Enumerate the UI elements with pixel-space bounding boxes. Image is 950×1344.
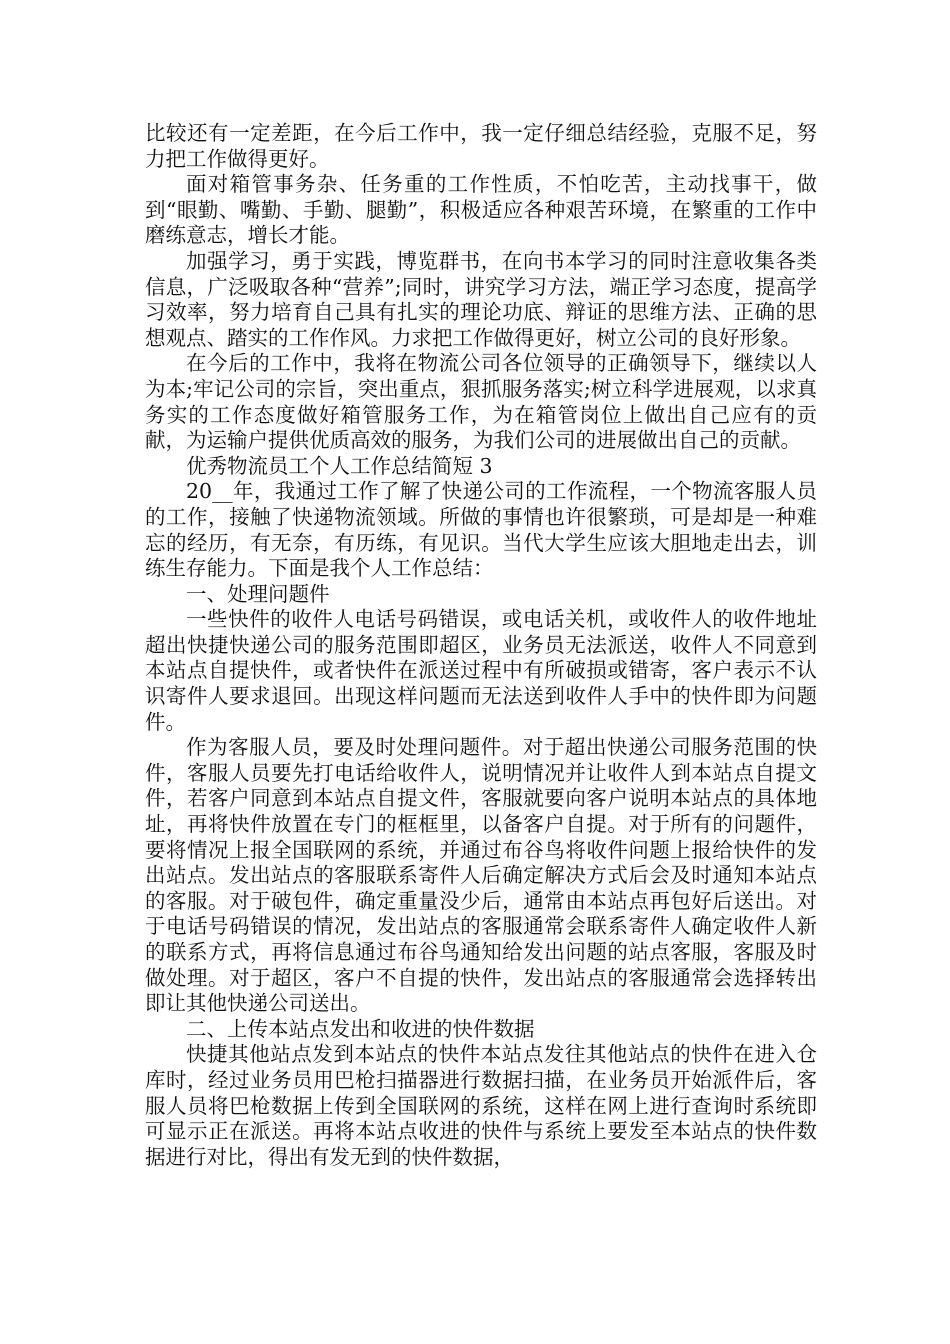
paragraph-intro: 20__年，我通过工作了解了快递公司的工作流程，一个物流客服人员的工作，接触了快递物流领域。所做的事情也许很繁琐，可是却是一种难忘的经历，有无奈，有历练，有见识。当代大学生应该大胆地走出去，训练生存能力。下面是我个人工作总结：: [145, 479, 817, 581]
paragraph-3: 加强学习，勇于实践，博览群书，在向书本学习的同时注意收集各类信息，广泛吸取各种“营养”;同时，讲究学习方法，端正学习态度，提高学习效率，努力培育自己具有扎实的理论功底、辩证的思维方法、正确的思想观点、踏实的工作作风。力求把工作做得更好，树立公司的良好形象。: [145, 248, 817, 350]
heading-problem-items: 一、处理问题件: [186, 581, 330, 606]
paragraph-2: 面对箱管事务杂、任务重的工作性质，不怕吃苦，主动找事干，做到“眼勤、嘴勤、手勤、腿勤”，积极适应各种艰苦环境，在繁重的工作中磨练意志，增长才能。: [145, 172, 817, 248]
heading-upload-data: 二、上传本站点发出和收进的快件数据: [186, 1016, 535, 1041]
paragraph-4: 在今后的工作中，我将在物流公司各位领导的正确领导下，继续以人为本;牢记公司的宗旨，突出重点，狠抓服务落实;树立科学进展观，以求真务实的工作态度做好箱管服务工作，为在箱管岗位上做出自己应有的贡献，为运输户提供优质高效的服务，为我们公司的进展做出自己的贡献。: [145, 351, 817, 453]
paragraph-problem-definition: 一些快件的收件人电话号码错误，或电话关机，或收件人的收件地址超出快捷快递公司的服务范围即超区，业务员无法派送，收件人不同意到本站点自提快件，或者快件在派送过程中有所破损或错寄，客户表示不认识寄件人要求退回。出现这样问题而无法送到收件人手中的快件即为问题件。: [145, 607, 817, 734]
paragraph-1: 比较还有一定差距，在今后工作中，我一定仔细总结经验，克服不足，努力把工作做得更好。: [145, 121, 817, 171]
paragraph-problem-handling: 作为客服人员，要及时处理问题件。对于超出快递公司服务范围的快件，客服人员要先打电话给收件人，说明情况并让收件人到本站点自提文件，若客户同意到本站点自提文件，客服就要向客户说明本站点的具体地址，再将快件放置在专门的框框里，以备客户自提。对于所有的问题件，要将情况上报全国联网的系统，并通过布谷鸟将收件问题上报给快件的发出站点。发出站点的客服联系寄件人后确定解决方式后会及时通知本站点的客服。对于破包件，确定重量没少后，通常由本站点再包好后送出。对于电话号码错误的情况，发出站点的客服通常会联系寄件人确定收件人新的联系方式，再将信息通过布谷鸟通知给发出问题的站点客服，客服及时做处理。对于超区，客户不自提的快件，发出站点的客服通常会选择转出即让其他快递公司送出。: [145, 735, 817, 1016]
paragraph-upload-data: 快捷其他站点发到本站点的快件本站点发往其他站点的快件在进入仓库时，经过业务员用巴枪扫描器进行数据扫描，在业务员开始派件后，客服人员将巴枪数据上传到全国联网的系统，这样在网上进行查询时系统即可显示正在派送。再将本站点收进的快件与系统上要发至本站点的快件数据进行对比，得出有发无到的快件数据，: [145, 1042, 817, 1169]
document-page: [145, 121, 817, 1170]
section-title: 优秀物流员工个人工作总结简短 3: [186, 453, 493, 478]
